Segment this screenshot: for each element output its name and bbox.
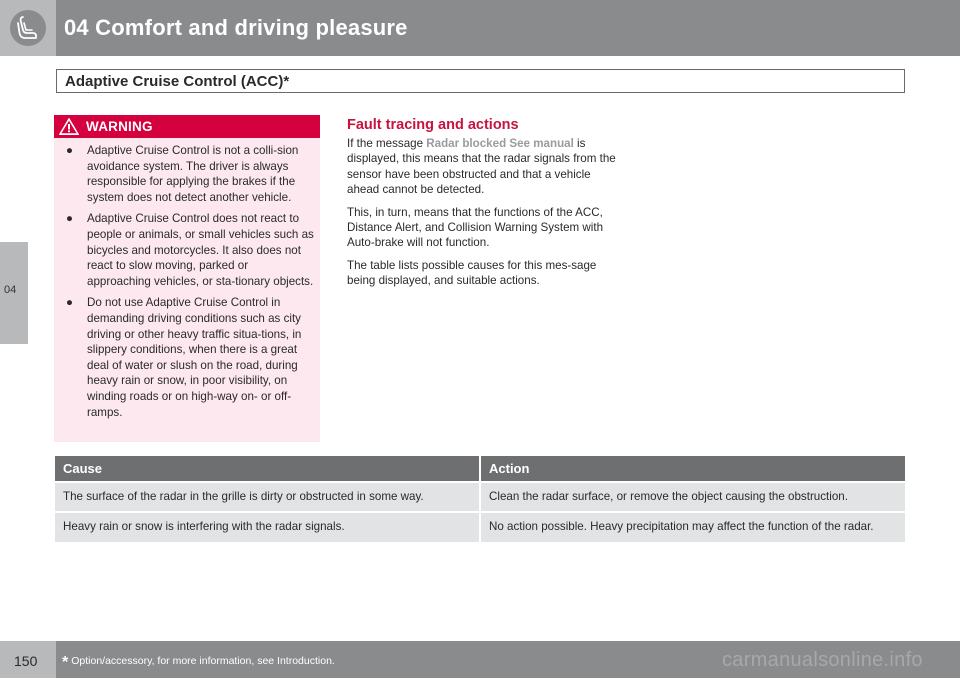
warning-triangle-icon <box>58 117 80 141</box>
section-title-box <box>56 69 905 93</box>
page-footer <box>0 641 960 678</box>
warning-box <box>54 115 320 442</box>
table-cell-action: Clean the radar surface, or remove the object causing the obstruction. <box>480 482 905 512</box>
radar-message-text: Radar blocked See manual <box>426 137 574 150</box>
table-header-action: Action <box>480 456 905 482</box>
table-row <box>55 482 905 512</box>
page-number-box <box>0 641 56 678</box>
bullet-icon: ● <box>66 144 74 157</box>
chapter-title: 04 Comfort and driving pleasure <box>64 15 408 40</box>
table-header-row <box>55 456 905 482</box>
warning-item: ● Do not use Adaptive Cruise Control in demanding driving conditions such as city driving or other heavy traffic situa-tions, in slippery conditions, when there is a great deal of water or slush on the road, during heavy rain or snow, in poor visibility, on winding roads or on high-way on- or off-ramps. <box>66 296 302 419</box>
bullet-icon: ● <box>66 296 74 310</box>
chapter-side-tab[interactable] <box>0 242 28 344</box>
table-cell-action: No action possible. Heavy precipitation may affect the function of the radar. <box>480 512 905 541</box>
chapter-badge <box>0 0 56 56</box>
bullet-icon: ● <box>66 212 74 226</box>
warning-title: WARNING <box>86 119 153 134</box>
warning-item: ● Adaptive Cruise Control is not a colli-sion avoidance system. The driver is always responsible for applying the brakes if the system does not detect another vehicle. <box>66 144 299 204</box>
chapter-header <box>0 0 960 56</box>
warning-header <box>54 115 320 138</box>
fault-paragraph-2: This, in turn, means that the functions of the ACC, Distance Alert, and Collision Warning System with Auto-brake will not function. <box>347 205 604 250</box>
section-title: Adaptive Cruise Control (ACC)* <box>65 73 290 90</box>
fault-paragraph-3: The table lists possible causes for this mes-sage being displayed, and suitable actions. <box>347 258 597 288</box>
table-header-cause: Cause <box>55 456 480 482</box>
seat-icon <box>10 10 46 46</box>
fault-tracing-title: Fault tracing and actions <box>347 117 519 133</box>
fault-tracing-section <box>347 117 617 296</box>
page-number: 150 <box>14 653 38 669</box>
table-cell-cause: Heavy rain or snow is interfering with the radar signals. <box>55 512 480 541</box>
warning-list <box>66 143 314 426</box>
table-row <box>55 512 905 541</box>
fault-paragraph-1: If the message Radar blocked See manual is displayed, this means that the radar signals from the sensor have been obstructed and that a vehicle ahead cannot be detected. <box>347 137 616 197</box>
table-cell-cause: The surface of the radar in the grille is dirty or obstructed in some way. <box>55 482 480 512</box>
side-tab-label: 04 <box>4 284 17 296</box>
footnote: * Option/accessory, for more information, see Introduction. <box>62 654 335 671</box>
cause-action-table <box>55 456 905 542</box>
warning-item: ● Adaptive Cruise Control does not react to people or animals, or small vehicles such as bicycles and motorcycles. It also does not react to slow moving, parked or approaching vehicles, or sta-tionary objects. <box>66 212 314 288</box>
watermark: carmanualsonline.info <box>722 649 923 671</box>
footnote-star: * <box>62 654 69 671</box>
